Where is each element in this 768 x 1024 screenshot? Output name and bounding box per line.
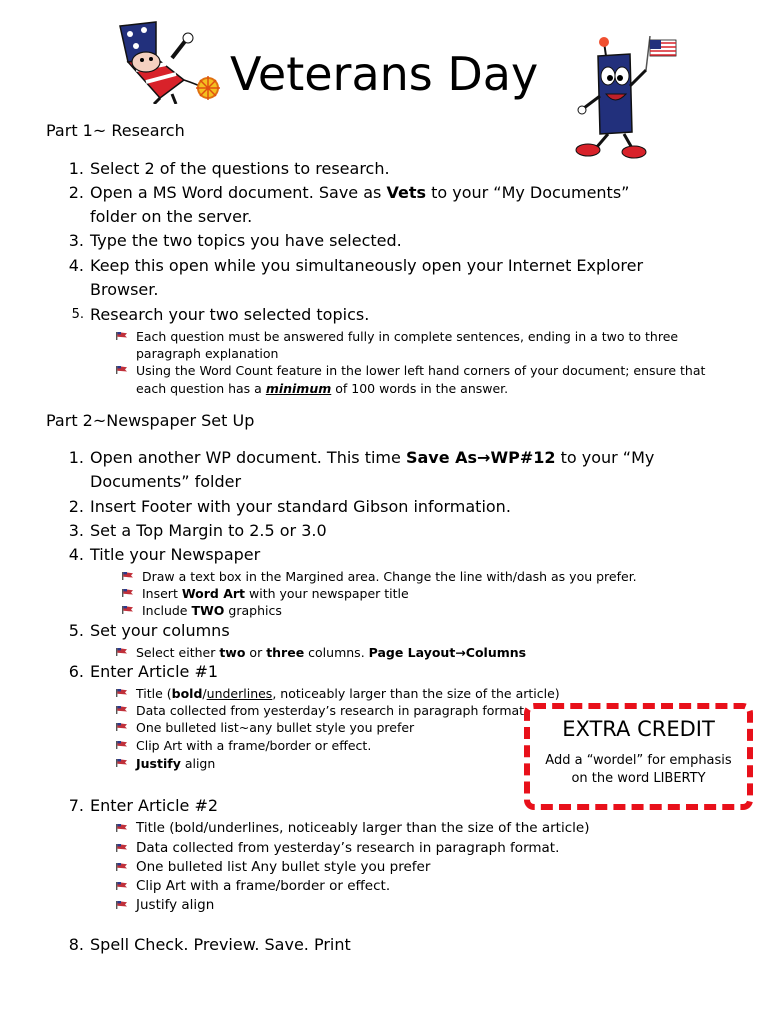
part1-item-2-cont: folder on the server.	[90, 207, 253, 226]
sub-bullet: Insert Word Art with your newspaper title	[142, 585, 409, 602]
item-number: 6.	[68, 662, 84, 681]
part1-item-5: Research your two selected topics.	[90, 305, 370, 324]
flag-bullet-icon	[116, 366, 127, 374]
part2-item-2: Insert Footer with your standard Gibson information.	[90, 497, 511, 516]
part2-item-1-cont: Documents” folder	[90, 472, 242, 491]
flag-bullet-icon	[122, 589, 133, 597]
extra-credit-heading: EXTRA CREDIT	[562, 717, 715, 741]
item-number: 1.	[68, 159, 84, 178]
page-title: Veterans Day	[230, 47, 539, 101]
sub-bullet: One bulleted list~any bullet style you prefer	[136, 719, 414, 736]
sub-bullet: Justify align	[136, 755, 215, 772]
flag-bullet-icon	[122, 606, 133, 614]
part2-heading: Part 2~Newspaper Set Up	[46, 411, 255, 430]
sub-bullet: Title (bold/underlines, noticeably larger than the size of the article)	[136, 685, 560, 702]
flag-bullet-icon	[116, 759, 127, 767]
firecracker-mascot-right-icon	[570, 36, 680, 160]
part2-item-3: Set a Top Margin to 2.5 or 3.0	[90, 521, 327, 540]
sub-bullet: Each question must be answered fully in complete sentences, ending in a two to three	[136, 328, 678, 345]
sub-bullet: Clip Art with a frame/border or effect.	[136, 878, 390, 895]
sub-bullet: Include TWO graphics	[142, 602, 282, 619]
flag-bullet-icon	[116, 706, 127, 714]
item-number: 7.	[68, 796, 84, 815]
flag-bullet-icon	[122, 572, 133, 580]
flag-bullet-icon	[116, 689, 127, 697]
sub-bullet-cont: paragraph explanation	[136, 346, 279, 361]
item-number: 3.	[68, 231, 84, 250]
sub-bullet-cont: each question has a minimum of 100 words in the answer.	[136, 381, 509, 396]
sub-bullet: Select either two or three columns. Page Layout→Columns	[136, 644, 526, 661]
item-number: 2.	[68, 497, 84, 516]
part2-item-5: Set your columns	[90, 621, 230, 640]
flag-bullet-icon	[116, 332, 127, 340]
item-number: 3.	[68, 521, 84, 540]
part2-item-8: Spell Check. Preview. Save. Print	[90, 935, 351, 954]
item-number: 4.	[68, 545, 84, 564]
sub-bullet: Data collected from yesterday’s research in paragraph format.	[136, 840, 559, 857]
part1-item-3: Type the two topics you have selected.	[90, 231, 402, 250]
firecracker-mascot-left-icon	[106, 18, 224, 104]
item-number: 1.	[68, 448, 84, 467]
flag-bullet-icon	[116, 648, 127, 656]
part2-item-6: Enter Article #1	[90, 662, 219, 681]
item-number: 5.	[68, 621, 84, 640]
part2-item-7: Enter Article #2	[90, 796, 219, 815]
item-number: 4.	[68, 256, 84, 275]
flag-bullet-icon	[116, 863, 127, 871]
sub-bullet: Title (bold/underlines, noticeably larger than the size of the article)	[136, 820, 589, 837]
flag-bullet-icon	[116, 824, 127, 832]
part2-item-4: Title your Newspaper	[90, 545, 261, 564]
part1-item-2: Open a MS Word document. Save as Vets to your “My Documents”	[90, 183, 630, 202]
sub-bullet: Using the Word Count feature in the lower left hand corners of your document; ensure that	[136, 362, 705, 379]
flag-bullet-icon	[116, 901, 127, 909]
part1-heading: Part 1~ Research	[46, 121, 185, 140]
item-number: 2.	[68, 183, 84, 202]
flag-bullet-icon	[116, 844, 127, 852]
sub-bullet: Clip Art with a frame/border or effect.	[136, 737, 371, 754]
extra-credit-box	[524, 703, 753, 810]
flag-bullet-icon	[116, 723, 127, 731]
item-number: 8.	[68, 935, 84, 954]
flag-bullet-icon	[116, 882, 127, 890]
part1-item-4: Keep this open while you simultaneously open your Internet Explorer	[90, 256, 644, 275]
part1-item-4-cont: Browser.	[90, 280, 159, 299]
item-number: 5.	[71, 307, 84, 322]
sub-bullet: Data collected from yesterday’s research in paragraph format	[136, 702, 524, 719]
extra-credit-text: Add a “wordel” for emphasis on the word LIBERTY	[545, 753, 732, 786]
part1-item-1: Select 2 of the questions to research.	[90, 159, 390, 178]
part2-item-1: Open another WP document. This time Save As→WP#12 to your “My	[90, 448, 655, 467]
sub-bullet: One bulleted list Any bullet style you prefer	[136, 859, 430, 876]
sub-bullet: Justify align	[136, 897, 214, 914]
flag-bullet-icon	[116, 741, 127, 749]
sub-bullet: Draw a text box in the Margined area. Change the line with/dash as you prefer.	[142, 568, 637, 585]
